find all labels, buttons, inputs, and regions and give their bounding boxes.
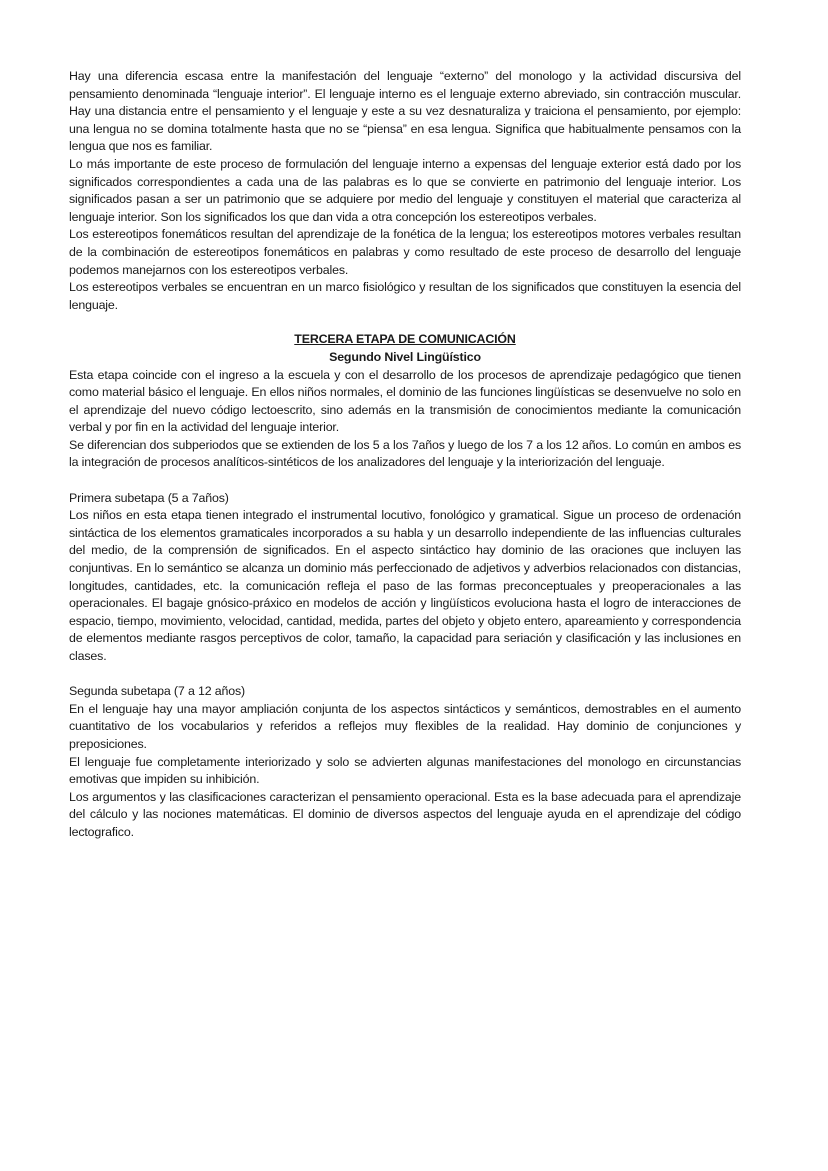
substage-heading: Segunda subetapa (7 a 12 años) (69, 684, 245, 699)
paragraph: Lo más importante de este proceso de formulación del lenguaje interno a expensas del lenguaje exterior está dado por los significados correspondientes a cada una de las palabras es lo que se convierte en patrimonio del lenguaje interior. Los significados pasan a ser un patrimonio que se adquiere por medio del lenguaje y constituyen el material que caracteriza al lenguaje interior. Son los significados los que dan vida a otra concepción los estereotipos verbales. (69, 156, 741, 224)
first-substage-section (69, 490, 741, 666)
intro-section (69, 68, 741, 314)
spacer (69, 666, 741, 684)
paragraph: El lenguaje fue completamente interiorizado y solo se advierten algunas manifestaciones del monologo en circunstancias emotivas que impiden su inhibición. (69, 754, 741, 787)
paragraph: Hay una diferencia escasa entre la manifestación del lenguaje “externo” del monologo y la actividad discursiva del pensamiento denominada “lenguaje interior”. El lenguaje interno es el lenguaje externo abreviado, sin contracción muscular. Hay una distancia entre el pensamiento y el lenguaje y este a su vez desnaturaliza y traiciona el pensamiento, por ejemplo: una lengua no se domina totalmente hasta que no se “piensa” en esa lengua. Significa que habitualmente pensamos con la lengua que nos es familiar. (69, 69, 741, 154)
paragraph: Los argumentos y las clasificaciones caracterizan el pensamiento operacional. Esta es la base adecuada para el aprendizaje del cálculo y las nociones matemáticas. El dominio de diversos aspectos del lenguaje ayuda en el aprendizaje del código lectografico. (69, 789, 741, 839)
paragraph: Los estereotipos fonemáticos resultan del aprendizaje de la fonética de la lengua; los estereotipos motores verbales resultan de la combinación de estereotipos fonemáticos en palabras y como resultado de este proceso de desarrollo del lenguaje podemos manejarnos con los estereotipos verbales. (69, 227, 741, 277)
section-title: TERCERA ETAPA DE COMUNICACIÓN (294, 332, 516, 347)
paragraph: Esta etapa coincide con el ingreso a la escuela y con el desarrollo de los procesos de aprendizaje pedagógico que tienen como material básico el lenguaje. En ellos niños normales, el dominio de las funciones lingüísticas se desenvuelve no solo en el aprendizaje del nuevo código lectoescrito, sino además en la transmisión de conocimientos mediante la comunicación verbal y por fin en la actividad del lenguaje interior. (69, 367, 741, 435)
paragraph: En el lenguaje hay una mayor ampliación conjunta de los aspectos sintácticos y semánticos, demostrables en el aumento cuantitativo de los vocabularios y referidos a reflejos muy flexibles de la realidad. Hay dominio de conjunciones y preposiciones. (69, 701, 741, 751)
paragraph: Los niños en esta etapa tienen integrado el instrumental locutivo, fonológico y gramatical. Sigue un proceso de ordenación sintáctica de los elementos gramaticales incorporados a su habla y un desarrollo independiente de las influencias culturales del medio, de la comprensión de significados. En el aspecto sintáctico hay dominio de las oraciones que incluyen las conjuntivas. En lo semántico se alcanza un dominio más perfeccionado de adjetivos y adverbios relacionados con distancias, longitudes, cantidades, etc. la comunicación refleja el paso de las formas preconceptuales y preoperacionales a las operacionales. El bagaje gnósico-práxico en modelos de acción y lingüísticos evoluciona hasta el logro de interacciones de espacio, tiempo, movimiento, velocidad, cantidad, medida, partes del objeto y objeto entero, apareamiento y correspondencia de elementos mediante rasgos perceptivos de color, tamaño, la capacidad para seriación y clasificación y las inclusiones en clases. (69, 508, 741, 663)
paragraph: Los estereotipos verbales se encuentran en un marco fisiológico y resultan de los significados que constituyen la esencia del lenguaje. (69, 280, 741, 312)
second-substage-section (69, 683, 741, 841)
third-stage-section (69, 331, 741, 472)
spacer (69, 472, 741, 490)
document-page (69, 68, 741, 842)
paragraph: Se diferencian dos subperiodos que se extienden de los 5 a los 7años y luego de los 7 a los 12 años. Lo común en ambos es la integración de procesos analíticos-sintéticos de los analizadores del lenguaje y la interiorización del lenguaje. (69, 437, 741, 470)
substage-heading: Primera subetapa (5 a 7años) (69, 490, 229, 505)
section-subtitle: Segundo Nivel Lingüístico (329, 349, 481, 364)
